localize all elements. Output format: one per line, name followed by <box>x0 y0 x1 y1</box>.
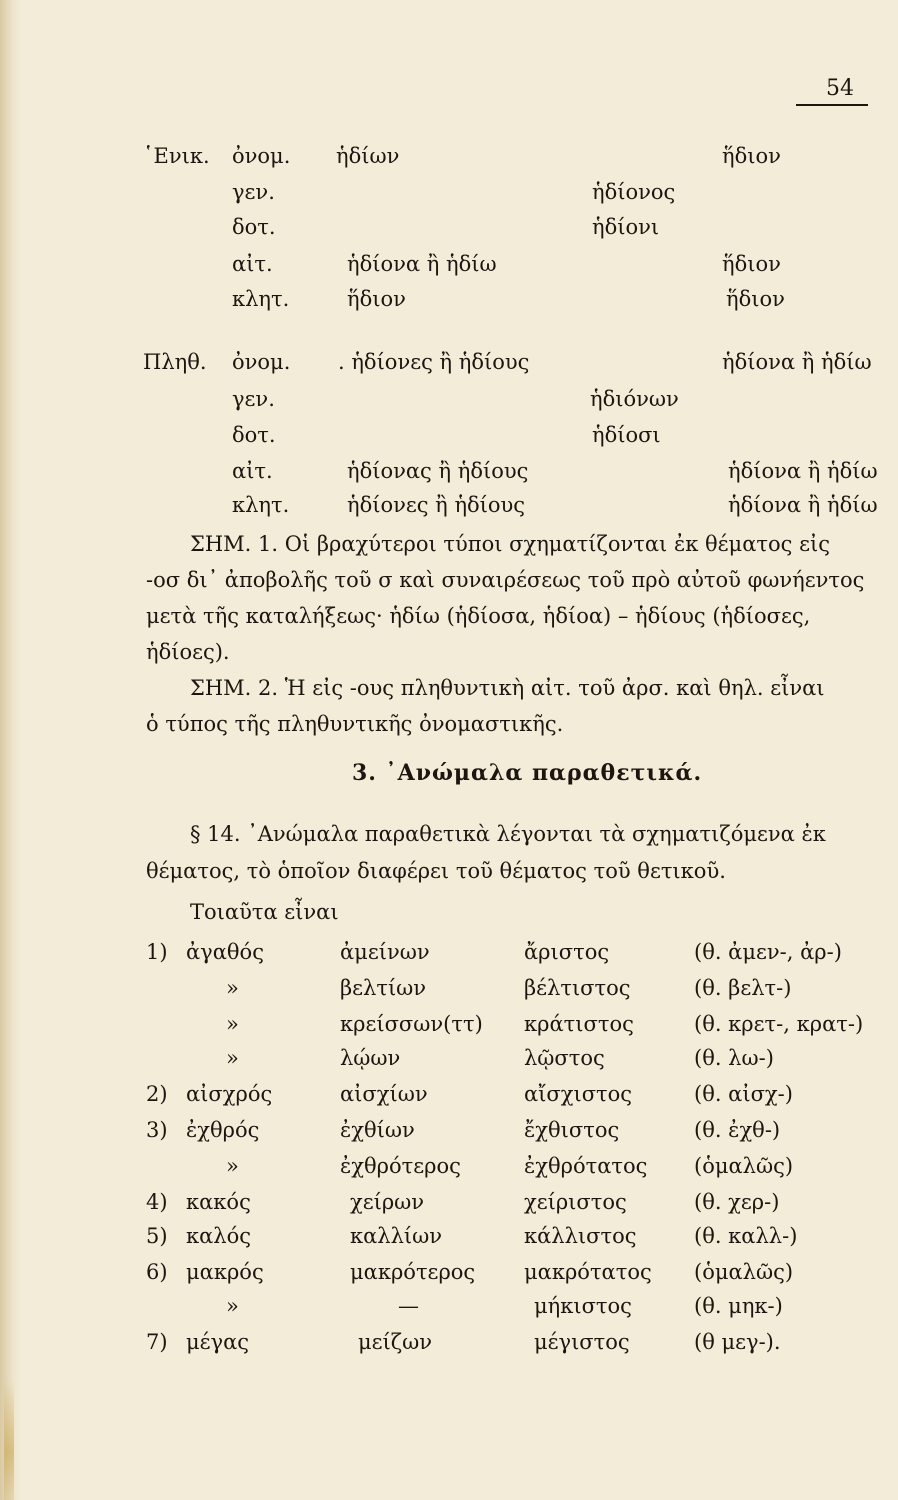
note-line: -οσ δι᾿ ἀποβολῆς τοῦ σ καὶ συναιρέσεως τοῦ πρὸ αὐτοῦ φωνήεντος <box>146 568 865 592</box>
masc-fem-form: ἡδίονες ἢ ἡδίους <box>347 493 526 517</box>
superlative-form: μακρότατος <box>524 1260 652 1284</box>
positive-form: ἀγαθός <box>186 940 264 964</box>
ditto-mark: » <box>226 976 239 1000</box>
stem-note: (θ. βελτ-) <box>694 976 792 1000</box>
comparative-form: λῴων <box>340 1046 401 1070</box>
page-binding-edge <box>0 0 22 1500</box>
comparative-form: μακρότερος <box>350 1260 476 1284</box>
positive-form: καλός <box>186 1224 252 1248</box>
case-label: ὀνομ. <box>232 350 291 374</box>
stem-note: (ὁμαλῶς) <box>694 1260 794 1284</box>
comparative-form: αἰσχίων <box>340 1082 428 1106</box>
neuter-form: ἡδίονα ἢ ἡδίω <box>728 493 878 517</box>
superlative-form: ἐχθρότατος <box>524 1154 648 1178</box>
singular-label: ῾Ενικ. <box>143 144 210 168</box>
stem-note: (ὁμαλῶς) <box>694 1154 794 1178</box>
plural-label: Πληθ. <box>143 350 207 374</box>
ditto-mark: » <box>226 1294 239 1318</box>
comparative-form: κρείσσων(ττ) <box>340 1012 483 1036</box>
row-number: 6) <box>146 1260 168 1284</box>
comparative-form: ἀμείνων <box>340 940 430 964</box>
comparative-form: ἐχθίων <box>340 1118 415 1142</box>
superlative-form: κράτιστος <box>524 1012 634 1036</box>
row-number: 3) <box>146 1118 168 1142</box>
case-label: γεν. <box>232 180 275 204</box>
note-line: ἡδίοες). <box>146 640 230 664</box>
case-label: κλητ. <box>232 493 290 517</box>
page-number: 54 <box>826 76 854 101</box>
comparative-form: ἐχθρότερος <box>340 1154 461 1178</box>
masc-fem-form: ἡδίονας ἢ ἡδίους <box>347 459 529 483</box>
superlative-form: λῷστος <box>524 1046 605 1070</box>
superlative-form: αἴσχιστος <box>524 1082 633 1106</box>
common-form: ἡδιόνων <box>590 387 679 411</box>
case-label: ὀνομ. <box>232 144 291 168</box>
superlative-form: ἔχθιστος <box>524 1118 620 1142</box>
comparative-form: μείζων <box>358 1330 433 1354</box>
stem-note: (θ. καλλ-) <box>694 1224 798 1248</box>
ditto-mark: » <box>226 1012 239 1036</box>
row-number: 7) <box>146 1330 168 1354</box>
superlative-form: μέγιστος <box>534 1330 630 1354</box>
case-label: κλητ. <box>232 287 290 311</box>
case-label: γεν. <box>232 387 275 411</box>
ditto-mark: » <box>226 1154 239 1178</box>
neuter-form: ἥδιον <box>726 287 785 311</box>
superlative-form: βέλτιστος <box>524 976 631 1000</box>
row-number: 5) <box>146 1224 168 1248</box>
case-label: δοτ. <box>232 215 276 239</box>
stem-note: (θ. ἐχθ-) <box>694 1118 781 1142</box>
paper-stain <box>4 1380 14 1500</box>
note-line: ΣΗΜ. 1. Οἱ βραχύτεροι τύποι σχηματίζονται ἐκ θέματος εἰς <box>190 532 830 556</box>
neuter-form: ἥδιον <box>722 252 781 276</box>
neuter-form: ἥδιον <box>722 144 781 168</box>
superlative-form: ἄριστος <box>524 940 610 964</box>
paragraph-line: θέματος, τὸ ὁποῖον διαφέρει τοῦ θέματος τοῦ θετικοῦ. <box>146 859 726 883</box>
stem-note: (θ. ἀμεν-, ἀρ-) <box>694 940 842 964</box>
stem-note: (θ. αἰσχ-) <box>694 1082 793 1106</box>
positive-form: μέγας <box>186 1330 250 1354</box>
positive-form: κακός <box>186 1190 251 1214</box>
stem-note: (θ. λω-) <box>694 1046 774 1070</box>
paragraph-line: § 14. ᾿Ανώμαλα παραθετικὰ λέγονται τὰ σχηματιζόμενα ἐκ <box>190 822 826 846</box>
comparative-form: — <box>398 1294 419 1318</box>
common-form: ἡδίονος <box>592 180 676 204</box>
note-line: ΣΗΜ. 2. Ἡ εἰς -ους πληθυντικὴ αἰτ. τοῦ ἀρσ. καὶ θηλ. εἶναι <box>190 676 825 700</box>
superlative-form: κάλλιστος <box>524 1224 637 1248</box>
common-form: ἡδίονι <box>592 215 660 239</box>
positive-form: ἐχθρός <box>186 1118 260 1142</box>
row-number: 1) <box>146 940 168 964</box>
row-number: 4) <box>146 1190 168 1214</box>
common-form: ἡδίοσι <box>592 423 661 447</box>
table-intro: Τοιαῦτα εἶναι <box>190 900 339 924</box>
superlative-form: μήκιστος <box>534 1294 632 1318</box>
ditto-mark: » <box>226 1046 239 1070</box>
case-label: αἰτ. <box>232 459 273 483</box>
positive-form: μακρός <box>186 1260 264 1284</box>
page-number-rule <box>796 104 868 106</box>
neuter-form: ἡδίονα ἢ ἡδίω <box>722 350 872 374</box>
case-label: δοτ. <box>232 423 276 447</box>
masc-fem-form: . ἡδίονες ἢ ἡδίους <box>338 350 530 374</box>
masc-fem-form: ἡδίονα ἢ ἡδίω <box>347 252 497 276</box>
masc-fem-form: ἡδίων <box>336 144 400 168</box>
stem-note: (θ. μηκ-) <box>694 1294 783 1318</box>
stem-note: (θ μεγ-). <box>694 1330 781 1354</box>
masc-fem-form: ἥδιον <box>347 287 406 311</box>
superlative-form: χείριστος <box>524 1190 627 1214</box>
comparative-form: βελτίων <box>340 976 427 1000</box>
section-heading: 3. ᾿Ανώμαλα παραθετικά. <box>352 760 703 786</box>
note-line: μετὰ τῆς καταλήξεως· ἡδίω (ἡδίοσα, ἡδίοα) – ἡδίους (ἡδίοσες, <box>146 604 811 628</box>
positive-form: αἰσχρός <box>186 1082 273 1106</box>
case-label: αἰτ. <box>232 252 273 276</box>
note-line: ὁ τύπος τῆς πληθυντικῆς ὀνομαστικῆς. <box>146 712 564 736</box>
stem-note: (θ. κρετ-, κρατ-) <box>694 1012 864 1036</box>
comparative-form: καλλίων <box>350 1224 443 1248</box>
neuter-form: ἡδίονα ἢ ἡδίω <box>728 459 878 483</box>
stem-note: (θ. χερ-) <box>694 1190 780 1214</box>
row-number: 2) <box>146 1082 168 1106</box>
comparative-form: χείρων <box>350 1190 425 1214</box>
